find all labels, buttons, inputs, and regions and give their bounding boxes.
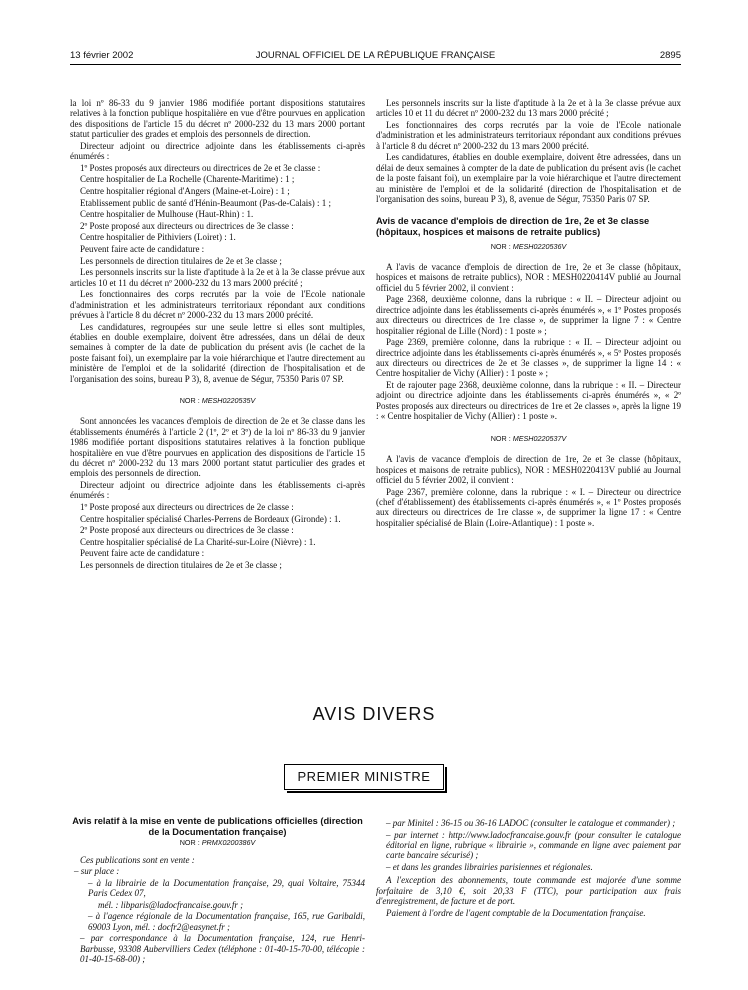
nor-reference bbox=[70, 838, 365, 848]
paragraph: Centre hospitalier spécialisé de La Charité-sur-Loire (Nièvre) : 1. bbox=[80, 536, 316, 547]
page-header bbox=[70, 50, 681, 64]
email-text: mél. : libparis@ladocfrancaise.gouv.fr ; bbox=[98, 899, 244, 910]
paragraph: Paiement à l'ordre de l'agent comptable de la Documentation française. bbox=[386, 907, 646, 918]
list-item: – par internet : http://www.ladocfrancaise.gouv.fr (pour consulter le catalogue éditorial en ligne, rubrique « librairie », commande en ligne avec paiement par carte bancaire sécurisé) ; bbox=[386, 829, 681, 861]
nor-reference bbox=[376, 434, 681, 444]
paragraph: Les personnels inscrits sur la liste d'aptitude à la 2e et à la 3e classe prévue aux articles 10 et 11 du décret nº 2000-232 du 13 mars 2000 précité ; bbox=[70, 267, 365, 288]
nor-code: MESH0220536V bbox=[512, 241, 567, 251]
notice-heading: Avis de vacance d'emplois de direction de 1re, 2e et 3e classe (hôpitaux, hospices et maisons de retraite publics) bbox=[376, 216, 650, 238]
left-column bbox=[70, 98, 365, 572]
notice-heading: Avis relatif à la mise en vente de publications officielles (direction de la Documentation française) bbox=[72, 816, 363, 837]
paragraph: A l'avis de vacance d'emplois de direction de 1re, 2e et 3e classe (hôpitaux, hospices et maisons de retraite publics), NOR : MESH0220413V publié au Journal officiel du 5 février 2002, il convient : bbox=[376, 454, 681, 485]
paragraph: Etablissement public de santé d'Hénin-Beaumont (Pas-de-Calais) : 1 ; bbox=[80, 197, 332, 208]
paragraph: Directeur adjoint ou directrice adjointe dans les établissements ci-après énumérés : bbox=[70, 140, 365, 162]
list-item: – à l'agence régionale de la Documentation française, 165, rue Garibaldi, 69003 Lyon, mél. : docfr2@easynet.fr ; bbox=[88, 911, 365, 932]
bottom-right-column bbox=[376, 818, 681, 919]
paragraph: 1º Poste proposé aux directeurs ou directrices de 2e classe : bbox=[80, 502, 294, 513]
nor-code: PRMX0200386V bbox=[201, 838, 256, 848]
list-item: – par correspondance à la Documentation française, 124, rue Henri-Barbusse, 93308 Aubervilliers Cedex (téléphone : 01-40-15-70-00, télécopie : 01-40-15-68-00) ; bbox=[80, 933, 365, 965]
paragraph: Les fonctionnaires des corps recrutés par la voie de l'Ecole nationale d'administration et les administrateurs territoriaux répondant aux conditions prévues à l'article 8 du décret nº 2000-232 du 13 mars 2000 précité. bbox=[70, 289, 365, 320]
header-rule bbox=[70, 64, 681, 65]
nor-code: MESH0220535V bbox=[201, 396, 256, 405]
journal-title: JOURNAL OFFICIEL DE LA RÉPUBLIQUE FRANÇAISE bbox=[255, 50, 496, 61]
paragraph: Centre hospitalier de La Rochelle (Charente-Maritime) : 1 ; bbox=[80, 174, 295, 185]
paragraph: Les candidatures, établies en double exemplaire, doivent être adressées, dans un délai de deux semaines à compter de la date de publication du présent avis (le cachet de la poste faisant foi), un exemplaire par la voie hiérarchique et l'autre directement au ministère de l'emploi et de la solidarité (direction de l'hospitalisation et de l'organisation des soins, bureau P 3), 8, avenue de Ségur, 75350 Paris 07 SP. bbox=[376, 152, 681, 205]
list-item: – par Minitel : 36-15 ou 36-16 LADOC (consulter le catalogue et commander) ; bbox=[386, 818, 676, 828]
paragraph: Peuvent faire acte de candidature : bbox=[80, 243, 205, 254]
header-date: 13 février 2002 bbox=[70, 50, 134, 61]
paragraph: la loi nº 86-33 du 9 janvier 1986 modifiée portant dispositions statutaires relatives à la fonction publique hospitalière en vue d'être pourvues en application des dispositions de l'article 15 du décret nº 2000-232 du 13 mars 2000 portant statut particulier des grades et emplois des personnels de direction. bbox=[70, 98, 365, 140]
ministry-box-title: PREMIER MINISTRE bbox=[284, 764, 444, 790]
paragraph: Et de rajouter page 2368, deuxième colonne, dans la rubrique : « II. – Directeur adjoint ou directrice adjointe dans les établissements ci-après énumérés », « 2º Postes proposés aux directeurs ou directrices de 1re et 2e classes », après la ligne 19 : « Centre hospitalier de Vichy (Allier) : 1 poste ». bbox=[376, 380, 681, 422]
paragraph: 2º Poste proposé aux directeurs ou directrices de 3e classe : bbox=[80, 220, 294, 231]
list-item: – à la librairie de la Documentation française, 29, quai Voltaire, 75344 Paris Cedex 07, bbox=[88, 877, 365, 899]
paragraph: Centre hospitalier de Pithiviers (Loiret) : 1. bbox=[80, 232, 236, 243]
paragraph: Centre hospitalier de Mulhouse (Haut-Rhin) : 1. bbox=[80, 209, 254, 220]
page-number: 2895 bbox=[659, 50, 681, 61]
paragraph: 1º Postes proposés aux directeurs ou directrices de 2e et 3e classe : bbox=[80, 162, 321, 173]
paragraph: Centre hospitalier régional d'Angers (Maine-et-Loire) : 1 ; bbox=[80, 186, 290, 196]
paragraph: Centre hospitalier spécialisé Charles-Perrens de Bordeaux (Gironde) : 1. bbox=[80, 513, 341, 524]
nor-reference bbox=[70, 396, 365, 406]
paragraph: Les personnels de direction titulaires de 2e et 3e classe ; bbox=[80, 255, 282, 266]
paragraph: Page 2368, deuxième colonne, dans la rubrique : « II. – Directeur adjoint ou directrice adjointe dans les établissements ci-après énumérés », « 1º Postes proposés aux directeurs ou directrices de 1re classe », de supprimer la ligne 7 : « Centre hospitalier régional de Lille (Nord) : 1 poste » ; bbox=[376, 294, 681, 336]
bottom-left-column bbox=[70, 812, 365, 966]
nor-label: NOR : bbox=[490, 241, 513, 251]
paragraph: A l'exception des abonnements, toute commande est majorée d'une somme forfaitaire de 3,10 €, soit 20,33 F (TTC), pour participation aux frais d'enregistrement, de facture et de port. bbox=[376, 875, 681, 907]
paragraph: 2º Poste proposé aux directeurs ou directrices de 3e classe : bbox=[80, 525, 294, 536]
nor-reference bbox=[376, 242, 681, 252]
paragraph: Page 2369, première colonne, dans la rubrique : « II. – Directeur adjoint ou directrice adjointe dans les établissements ci-après énumérés », « 5º Postes proposés aux directeurs ou directrices de 2e et 3e classes », de supprimer la ligne 14 : « Centre hospitalier de Vichy (Allier) : 1 poste » ; bbox=[376, 337, 681, 379]
paragraph: Peuvent faire acte de candidature : bbox=[80, 548, 205, 559]
paragraph: Les personnels de direction titulaires de 2e et 3e classe ; bbox=[80, 560, 282, 570]
list-item: – sur place : bbox=[74, 866, 120, 877]
right-column bbox=[376, 98, 681, 529]
nor-label: NOR : bbox=[179, 838, 202, 848]
paragraph: A l'avis de vacance d'emplois de direction de 1re, 2e et 3e classe (hôpitaux, hospices et maisons de retraite publics), NOR : MESH0220414V publié au Journal officiel du 5 février 2002, il convient : bbox=[376, 262, 681, 293]
paragraph: Page 2367, première colonne, dans la rubrique : « I. – Directeur ou directrice (chef d'établissement) des établissements ci-après énumérés », « 1º Postes proposés aux directeurs ou directrices de 1re classe », de supprimer la ligne 17 : « Centre hospitalier spécialisé de Blain (Loire-Atlantique) : 1 poste ». bbox=[376, 486, 681, 528]
paragraph: Les personnels inscrits sur la liste d'aptitude à la 2e et à la 3e classe prévue aux articles 10 et 11 du décret nº 2000-232 du 13 mars 2000 précité ; bbox=[376, 98, 681, 119]
paragraph: Sont annoncées les vacances d'emplois de direction de 2e et 3e classe dans les établissements énumérés à l'article 2 (1º, 2º et 3º) de la loi nº 86-33 du 9 janvier 1986 modifiée portant dispositions statutaires relatives à la fonction publique hospitalière en vue d'être pourvues en application des dispositions de l'article 15 du décret nº 2000-232 du 13 mars 2000 portant statut particulier des grades et emplois des personnels de direction. bbox=[70, 416, 365, 479]
list-item: – et dans les grandes librairies parisiennes et régionales. bbox=[386, 862, 593, 872]
nor-label: NOR : bbox=[179, 396, 202, 405]
paragraph: Directeur adjoint ou directrice adjointe dans les établissements ci-après énumérés : bbox=[70, 480, 365, 501]
section-title: AVIS DIVERS bbox=[312, 704, 436, 724]
nor-label: NOR : bbox=[490, 433, 513, 443]
nor-code: MESH0220537V bbox=[512, 433, 567, 443]
paragraph: Les candidatures, regroupées sur une seule lettre si elles sont multiples, établies en double exemplaire, doivent être adressées, dans un délai de deux semaines à compter de la date de publication du présent avis (le cachet de la poste faisant foi), un exemplaire par la voie hiérarchique et l'autre directement au ministère de l'emploi et de la solidarité (direction de l'hospitalisation et de l'organisation des soins, bureau P 3), 8, avenue de Ségur, 75350 Paris 07 SP. bbox=[70, 321, 365, 384]
list-item: Ces publications sont en vente : bbox=[80, 854, 195, 865]
paragraph: Les fonctionnaires des corps recrutés par la voie de l'Ecole nationale d'administration et les administrateurs territoriaux répondant aux conditions prévues à l'article 8 du décret nº 2000-232 du 13 mars 2000 précité. bbox=[376, 120, 681, 151]
